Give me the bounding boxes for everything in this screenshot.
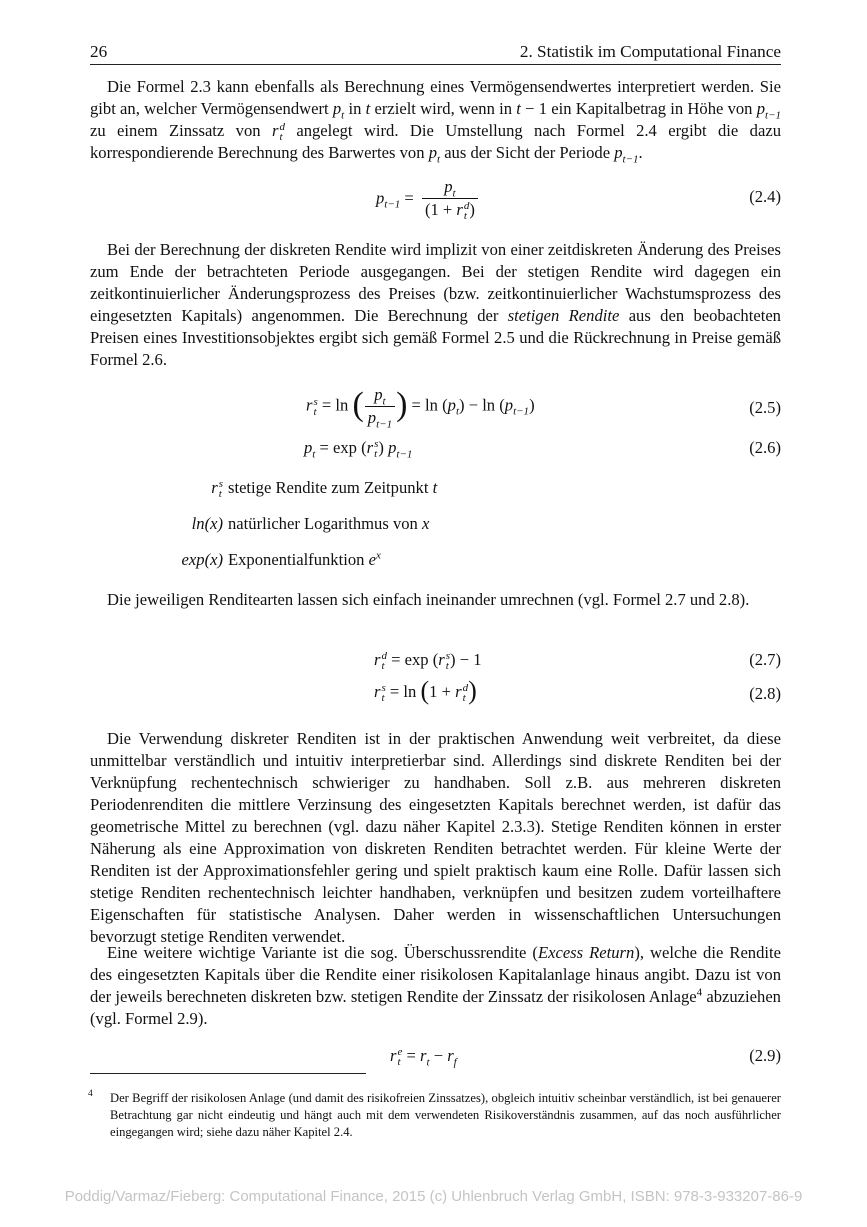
text: zu einem Zinssatz von: [90, 121, 272, 140]
paragraph-5: [90, 942, 781, 1030]
math-var: r: [390, 1046, 397, 1065]
math-op: = ln: [317, 395, 349, 415]
math-op: −: [429, 1046, 448, 1065]
math-op: ): [529, 395, 535, 415]
math-op: =: [402, 1046, 421, 1065]
equation-body: [376, 178, 482, 221]
copyright-watermark: Poddig/Varmaz/Fieberg: Computational Finance, 2015 (c) Uhlenbruch Verlag GmbH, ISBN: 978-3-933207-86-9: [64, 1188, 803, 1205]
fraction: [422, 178, 478, 221]
text: Bei der Berechnung der diskreten Rendite wird implizit von einer zeitdiskreten Änderung des Preises zum Ende der betrachteten Periode ausgegangen. Bei der stetigen Rendite wird dagegen ein zeitkontinuierlicher Änderungsprozess des Preises (bzw. zeitkontinuierlicher Wachstumsprozess des eingesetzten Kapitals) angenommen. Die Berechnung der: [90, 240, 781, 325]
footnote-reference[interactable]: 4: [696, 986, 703, 999]
paren: ): [396, 385, 408, 423]
math-var: p: [332, 99, 342, 118]
math-sup: d: [381, 650, 387, 663]
math-sub: t−1: [513, 405, 530, 418]
fraction: [365, 385, 395, 431]
math-sub: t−1: [396, 448, 413, 461]
math-var: p: [388, 438, 397, 457]
math-var: r: [438, 650, 445, 669]
text: Die Formel 2.3 kann ebenfalls als Berechnung eines Vermögensendwertes interpretiert werden. Sie gibt an, welcher Vermögensendwert: [90, 77, 781, 118]
math-sub: t: [381, 660, 385, 673]
math-var: r: [374, 681, 381, 701]
math-op: ) − 1: [450, 650, 482, 669]
text: angelegt wird. Die Umstellung nach Formel 2.4 ergibt die dazu korrespondierende Berechnung des Barwertes von: [90, 121, 781, 163]
symbol-label: ln(x): [191, 514, 223, 533]
math-sub: t: [462, 692, 466, 704]
math-sub: t−1: [765, 109, 781, 122]
math-sub: t−1: [384, 198, 401, 211]
math-var: p: [504, 395, 514, 415]
footnote-mark: 4: [88, 1089, 93, 1099]
text: aus den beobachteten Preisen eines Investitionsobjektes ergibt sich gemäß Formel 2.5 und die Rückrechnung in Preise gemäß Formel 2.6.: [90, 306, 781, 369]
math-var: r: [306, 395, 313, 415]
math-sub: f: [453, 1056, 457, 1069]
symbol-label: exp(x): [181, 550, 223, 569]
symbol-description: [228, 514, 429, 534]
math-op: = exp (: [386, 650, 439, 669]
page-number: 26: [90, 42, 108, 61]
math-op: = ln (: [407, 395, 448, 415]
equation-number: (2.5): [749, 398, 781, 417]
math-sub: t: [436, 153, 441, 166]
emphasis: Excess Return: [537, 943, 635, 962]
math-sub: t: [382, 395, 386, 408]
text: Die jeweiligen Renditearten lassen sich einfach ineinander umrechnen (vgl. Formel 2.7 und 2.8).: [107, 590, 750, 609]
paren: (: [420, 676, 430, 705]
text: stetige Rendite zum Zeitpunkt: [228, 478, 433, 497]
math-var: r: [211, 478, 218, 497]
symbol-description: [228, 478, 437, 498]
paragraph-3: [90, 589, 781, 611]
equation-number: (2.9): [749, 1046, 781, 1065]
text: natürlicher Logarithmus von: [228, 514, 423, 533]
math-sub: t: [381, 692, 385, 704]
math-var: t: [432, 478, 438, 497]
text: abzuziehen (vgl. Formel 2.9).: [90, 987, 781, 1028]
equation-number: (2.8): [749, 684, 781, 703]
math-var: r: [366, 438, 374, 457]
math-var: p: [447, 395, 456, 415]
math-sup: s: [313, 395, 318, 408]
equation-number: (2.6): [749, 438, 781, 457]
footnote-text: Der Begriff der risikolosen Anlage (und damit des risikofreien Zinssatzes), obgleich intuitiv scheinbar verständlich, ist bei genauerer Betrachtung gar nicht eindeutig und hängt auch mit dem verwendeten Risikoverständnis zusammen, auf das noch ausführlicher eingegangen wird; siehe dazu näher Kapitel 2.4.: [110, 1091, 781, 1139]
math-op: ) − ln (: [459, 395, 505, 415]
math-sub: t: [452, 187, 456, 200]
text: Die Verwendung diskreter Renditen ist in der praktischen Anwendung weit verbreitet, da diese unmittelbar verständlich und intuitiv interpretierbar sind. Allerdings sind diskrete Renditen bei der Verknüpfung rechentechnisch schwieriger zu handhaben. Soll z.B. aus mehreren diskreten Periodenrenditen die mittlere Verzinsung des eingesetzten Kapitals berechnet werden, ist dafür das geometrische Mittel zu berechnen (vgl. dazu näher Kapitel 2.3.3). Stetige Renditen können in erster Näherung als eine Approximation von diskreten Renditen betrachtet werden. Für kleine Werte der Renditen ist der Approximationsfehler gering und spielt praktisch kaum eine Rolle. Dafür lassen sich stetige Renditen rechentechnisch leichter handhaben, verknüpfen und besitzen zudem vorteilhaftere Eigenschaften für statistische Analysen. Daher werden in wissenschaftlichen Untersuchungen bevorzugt stetige Renditen verwendet.: [90, 729, 781, 946]
paragraph-1: [90, 76, 781, 164]
math-op: =: [400, 188, 418, 208]
math-var: p: [376, 188, 385, 208]
equation-body: [304, 438, 412, 459]
math-sub: t: [218, 488, 222, 501]
math-var: e: [368, 550, 376, 569]
math-sub: t: [426, 1056, 430, 1069]
math-var: t: [365, 99, 371, 118]
paren: ): [468, 676, 477, 705]
math-sub: t: [463, 210, 467, 223]
math-var: r: [420, 1046, 427, 1065]
equation-2-6: [90, 438, 781, 462]
math-sub: t: [341, 109, 345, 122]
math-var: t: [516, 99, 521, 118]
symbol-definition: [90, 514, 781, 536]
equation-2-8: [90, 676, 781, 710]
math-var: r: [456, 200, 463, 219]
math-sub: t: [312, 448, 316, 461]
text: .: [638, 143, 643, 163]
math-sup: s: [445, 650, 451, 663]
text: ), welche die Rendite des eingesetzten Kapitals über die Rendite einer risikolosen Kapitalanlage hinaus angibt. Dazu ist von der jeweils berechneten diskreten bzw. stetigen Rendite der Zinssatz der risikolosen Anlage: [90, 943, 781, 1006]
math-var: r: [374, 650, 381, 669]
denominator: [422, 199, 478, 221]
math-var: p: [374, 385, 383, 404]
running-header: [90, 42, 781, 65]
math-op: ): [469, 200, 475, 219]
equation-2-9: [90, 1046, 781, 1070]
equation-2-4: [90, 176, 781, 222]
text: Exponentialfunktion: [228, 550, 369, 569]
math-sub: t: [397, 1056, 401, 1069]
text: aus der Sicht der Periode: [440, 143, 615, 163]
math-var: r: [455, 681, 462, 701]
math-sub: t: [374, 448, 378, 461]
text: Eine weitere wichtige Variante ist die sog. Überschussrendite (: [107, 943, 538, 962]
equation-body: [306, 385, 535, 431]
math-sup: x: [375, 549, 381, 562]
math-sup: e: [397, 1046, 403, 1059]
symbol-label: [211, 478, 223, 499]
math-var: p: [444, 177, 453, 196]
math-sup: d: [462, 682, 469, 694]
math-var: p: [614, 143, 623, 163]
math-var: p: [367, 408, 377, 427]
math-sub: t−1: [622, 153, 639, 166]
math-sup: d: [279, 121, 285, 134]
math-op: (1 +: [424, 200, 457, 219]
text: in: [344, 99, 366, 118]
math-sub: t: [279, 131, 283, 144]
equation-2-7: [90, 650, 781, 674]
math-op: ): [378, 438, 389, 457]
footnote: [90, 1090, 781, 1141]
math-sub: t−1: [376, 418, 393, 431]
emphasis: stetigen Rendite: [507, 306, 620, 325]
math-sub: t: [445, 660, 449, 673]
math-var: x: [422, 514, 430, 533]
equation-body: [374, 676, 477, 706]
symbol-definition: [90, 550, 781, 572]
math-op: = exp (: [315, 438, 367, 457]
math-sup: d: [463, 200, 470, 213]
math-sup: s: [381, 682, 386, 694]
math-op: = ln: [385, 681, 421, 701]
running-head-title: 2. Statistik im Computational Finance: [519, 42, 781, 61]
numerator: [422, 178, 478, 199]
math-var: p: [304, 438, 313, 457]
math-op: 1 +: [429, 681, 456, 701]
equation-number: (2.7): [749, 650, 781, 669]
math-var: p: [428, 143, 437, 163]
footnote-rule: [90, 1073, 366, 1074]
denominator: [365, 407, 395, 431]
math-sub: t: [455, 405, 460, 418]
equation-body: [390, 1046, 457, 1067]
paren: (: [352, 385, 364, 423]
text: − 1 ein Kapitalbetrag in Höhe von: [520, 99, 757, 118]
text: erzielt wird, wenn in: [370, 99, 517, 118]
math-sub: t: [313, 405, 317, 418]
math-sup: s: [218, 478, 223, 491]
math-var: r: [447, 1046, 454, 1065]
equation-body: [374, 650, 482, 671]
math-var: p: [756, 99, 766, 118]
equation-number: (2.4): [749, 187, 781, 206]
math-var: r: [271, 121, 279, 140]
paragraph-2: [90, 239, 781, 371]
symbol-definition: [90, 478, 781, 500]
symbol-description: [228, 550, 381, 570]
math-supsub: [219, 479, 223, 499]
paragraph-4: [90, 728, 781, 948]
math-sup: s: [374, 438, 379, 451]
equation-2-5: [90, 386, 781, 432]
numerator: [365, 386, 395, 407]
